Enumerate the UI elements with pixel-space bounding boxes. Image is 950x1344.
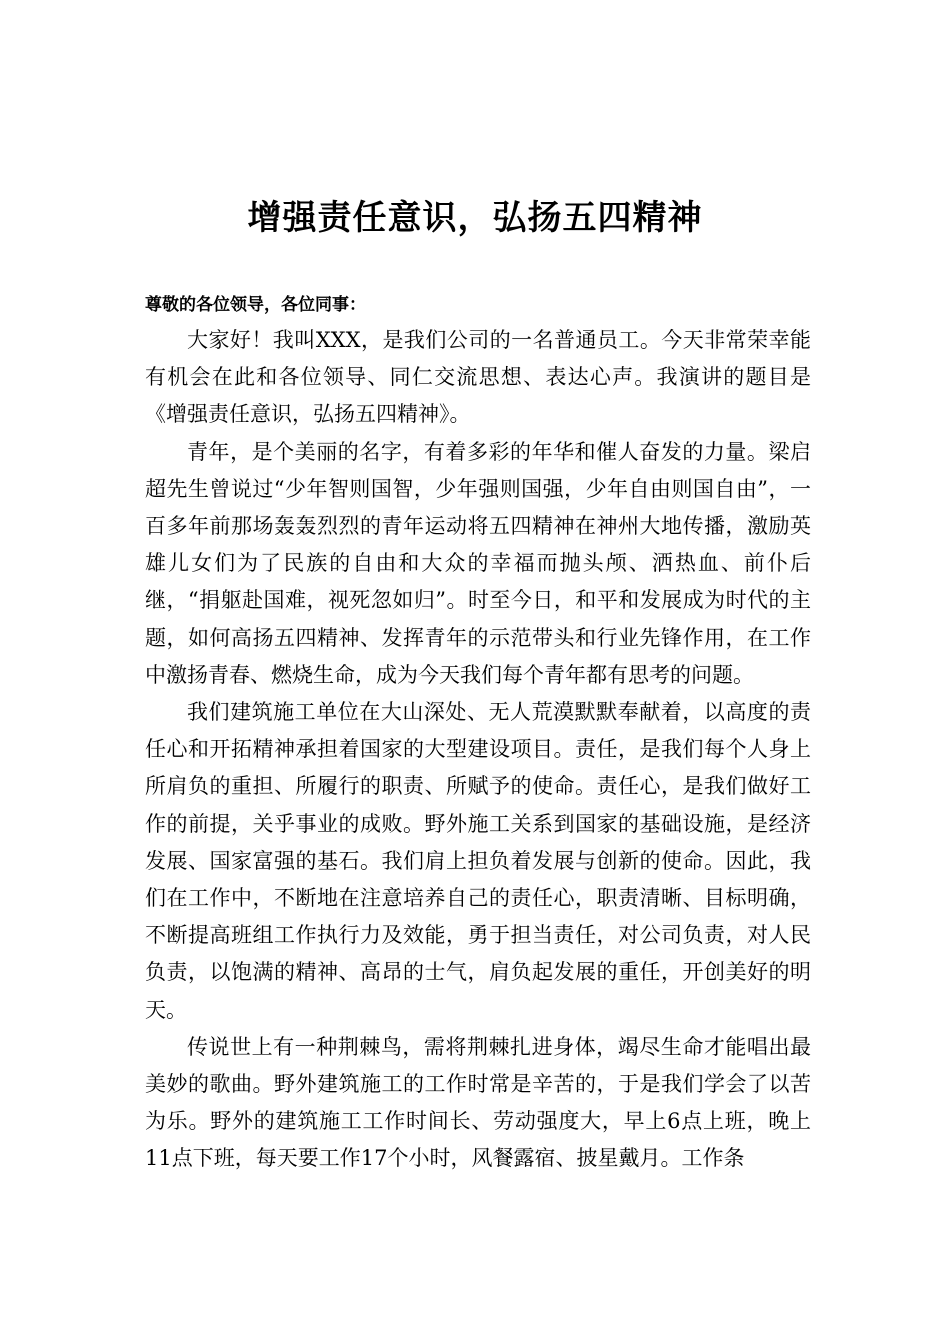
- document-body: [145, 322, 811, 1178]
- paragraph: 大家好！我叫XXX，是我们公司的一名普通员工。今天非常荣幸能有机会在此和各位领导、同仁交流思想、表达心声。我演讲的题目是《增强责任意识，弘扬五四精神》。: [145, 328, 811, 427]
- paragraph: 传说世上有一种荆棘鸟，需将荆棘扎进身体，竭尽生命才能唱出最美妙的歌曲。野外建筑施工的工作时常是辛苦的，于是我们学会了以苦为乐。野外的建筑施工工作时间长、劳动强度大，早上6点上班，晚上11点下班，每天要工作17个小时，风餐露宿、披星戴月。工作条: [145, 1034, 811, 1171]
- salutation: 尊敬的各位领导，各位同事：: [145, 295, 366, 315]
- document-title: 增强责任意识，弘扬五四精神: [247, 198, 703, 238]
- paragraph: 我们建筑施工单位在大山深处、无人荒漠默默奉献着，以高度的责任心和开拓精神承担着国家的大型建设项目。责任，是我们每个人身上所肩负的重担、所履行的职责、所赋予的使命。责任心，是我们做好工作的前提，关乎事业的成败。野外施工关系到国家的基础设施，是经济发展、国家富强的基石。我们肩上担负着发展与创新的使命。因此，我们在工作中，不断地在注意培养自己的责任心，职责清晰、目标明确，不断提高班组工作执行力及效能，勇于担当责任，对公司负责，对人民负责，以饱满的精神、高昂的士气，肩负起发展的重任，开创美好的明天。: [145, 700, 811, 1022]
- paragraph: 青年，是个美丽的名字，有着多彩的年华和催人奋发的力量。梁启超先生曾说过“少年智则国智，少年强则国强，少年自由则国自由”，一百多年前那场轰轰烈烈的青年运动将五四精神在神州大地传播，激励英雄儿女们为了民族的自由和大众的幸福而抛头颅、洒热血、前仆后继，“捐躯赴国难，视死忽如归”。时至今日，和平和发展成为时代的主题，如何高扬五四精神、发挥青年的示范带头和行业先锋作用，在工作中激扬青春、燃烧生命，成为今天我们每个青年都有思考的问题。: [145, 439, 811, 687]
